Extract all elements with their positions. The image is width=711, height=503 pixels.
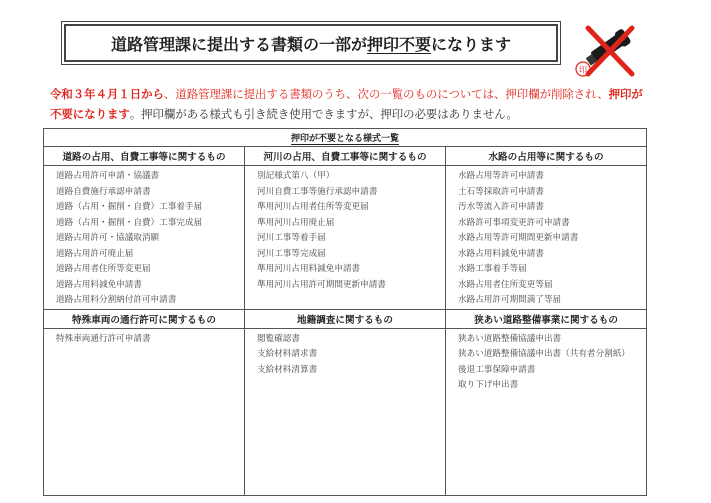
list-item: 道路（占用・掘削・自費）工事着手届 [56, 202, 203, 212]
list-item: 道路占用許可申請・協議書 [56, 171, 160, 181]
section-title: 特殊車両の通行許可に関するもの [44, 309, 245, 328]
list-item: 汚水等流入許可申請書 [458, 202, 544, 212]
table-heading: 押印が不要となる様式一覧 [44, 129, 647, 147]
section-items [44, 166, 245, 310]
list-item: 道路占用許可・協議取消願 [56, 233, 160, 243]
list-item: 狭あい道路整備協議申出書 [458, 333, 562, 344]
list-item: 閲覧確認書 [257, 333, 300, 344]
no-stamp-cross-icon [572, 22, 640, 80]
section-items [446, 328, 647, 495]
list-item: 道路（占用・掘削・自費）工事完成届 [56, 217, 203, 228]
section-title: 水路の占用等に関するもの [446, 147, 647, 166]
list-item: 河川工事等完成届 [257, 248, 326, 259]
list-item: 狭あい道路整備協議申出書（共有者分割紙） [458, 349, 630, 359]
list-item: 支給材料請求書 [257, 349, 318, 359]
list-item: 取り下げ申出書 [458, 380, 519, 390]
section-items [446, 166, 647, 310]
list-item: 道路占用料分割納付許可申請書 [56, 295, 177, 305]
list-item: 別記様式第八（甲） [257, 171, 335, 181]
list-item: 後退工事保障申請書 [458, 364, 536, 375]
list-item: 道路占用料減免申請書 [56, 279, 142, 290]
section-title: 地籍調査に関するもの [245, 309, 446, 328]
notice-paragraph [50, 84, 650, 124]
list-item: 河川自費工事等施行承認申請書 [257, 186, 378, 197]
list-item: 水路占用許可期間満了等届 [458, 295, 562, 305]
list-item: 水路占用等許可期間更新申請書 [458, 233, 579, 243]
notice-text-red: 、道路管理課に提出する書類のうち、次の一覧のものについては、押印欄が削除され、 [163, 87, 609, 101]
section-items [245, 328, 446, 495]
title-underlined: 押印不要 [366, 34, 431, 54]
list-item: 準用河川占用料減免申請書 [257, 264, 361, 274]
list-item: 準用河川占用廃止届 [257, 217, 335, 228]
list-item: 水路占用料減免申請書 [458, 248, 544, 259]
list-item: 水路占用等許可申請書 [458, 171, 544, 181]
list-item: 土石等採取許可申請書 [458, 186, 544, 197]
list-item: 水路工事着手等届 [458, 264, 527, 274]
list-item: 道路自費施行承認申請書 [56, 186, 151, 197]
list-item: 道路占用者住所等変更届 [56, 264, 151, 274]
section-items [245, 166, 446, 310]
section-title: 河川の占用、自費工事等に関するもの [245, 147, 446, 166]
notice-date: 令和３年４月１日から [50, 87, 164, 101]
list-item: 水路許可事項変更許可申請書 [458, 217, 570, 228]
page-title [64, 24, 558, 62]
list-item: 支給材料清算書 [257, 364, 318, 375]
list-item: 準用河川占用者住所等変更届 [257, 202, 369, 212]
list-item: 水路占用者住所変更等届 [458, 279, 553, 290]
title-suffix: になります [431, 34, 512, 54]
list-item: 特殊車両通行許可申請書 [56, 333, 151, 344]
forms-table [43, 128, 647, 496]
list-item: 道路占用許可廃止届 [56, 248, 134, 259]
list-item: 準用河川占用許可期間更新申請書 [257, 279, 386, 290]
notice-emphasis: 押印が不要になります [50, 87, 643, 121]
title-prefix: 道路管理課に提出する書類の一部が [110, 34, 367, 54]
section-items [44, 328, 245, 495]
list-item: 河川工事等着手届 [257, 233, 326, 243]
section-title: 狭あい道路整備事業に関するもの [446, 309, 647, 328]
section-title: 道路の占用、自費工事等に関するもの [44, 147, 245, 166]
stamp-glyph: 印 [579, 65, 587, 75]
notice-text: 。押印欄がある様式も引き続き使用できますが、押印の必要はありません。 [129, 107, 518, 121]
